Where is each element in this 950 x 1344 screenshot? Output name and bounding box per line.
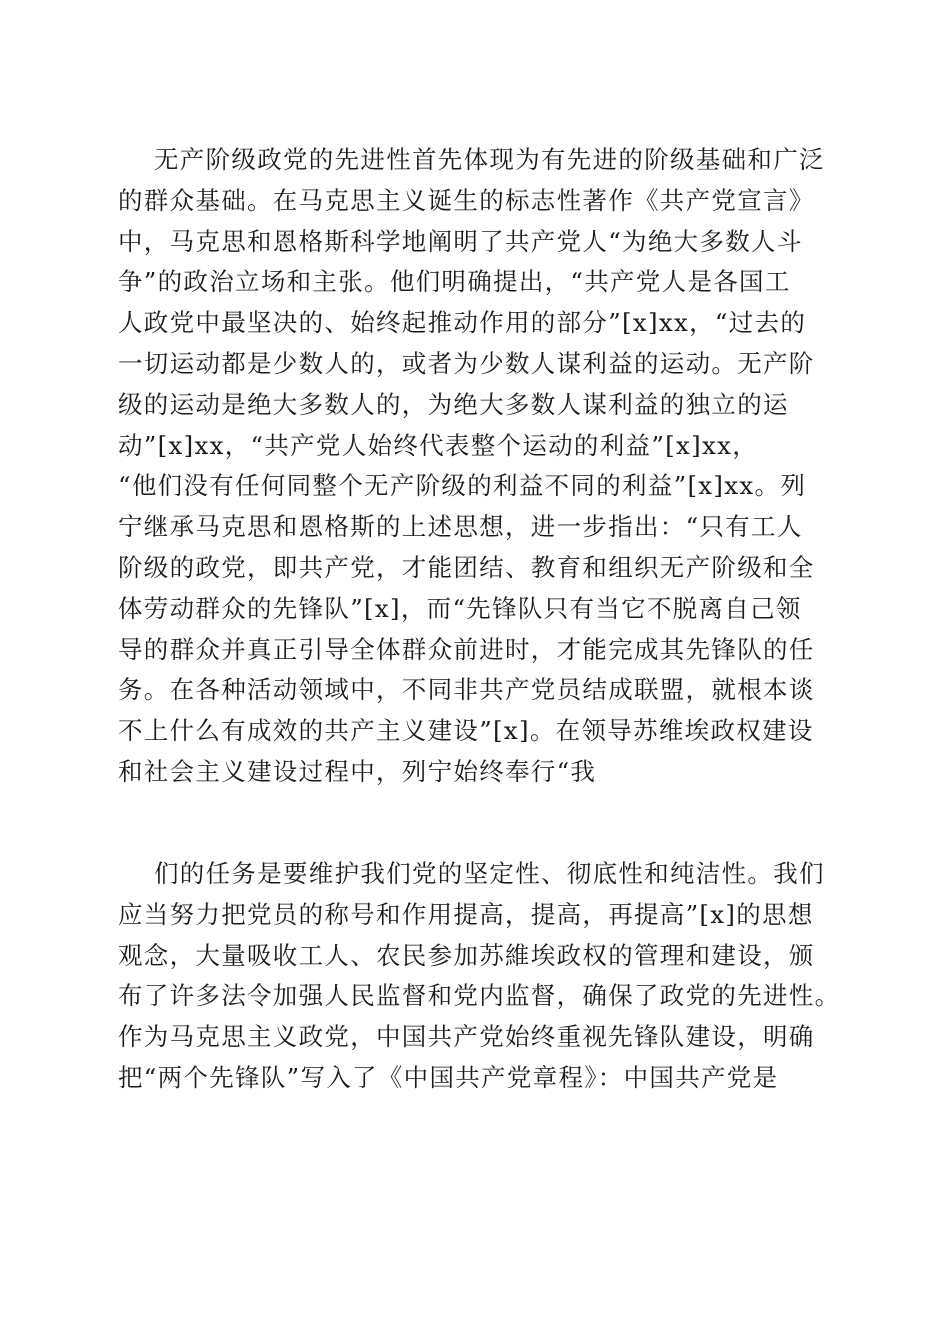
paragraph-2-line-2: 应当努力把党员的称号和作用提高，提高，再提高”[x]的思想: [118, 899, 814, 929]
paragraph-1-line-13: 导的群众并真正引导全体群众前进时，才能完成其先锋队的任: [118, 634, 815, 664]
paragraph-1-line-2: 的群众基础。在马克思主义诞生的标志性著作《共产党宣言》: [118, 185, 815, 215]
paragraph-1: [118, 140, 848, 793]
paragraph-1-line-9: “他们没有任何同整个无产阶级的利益不同的利益”[x]xx。列: [118, 471, 807, 501]
paragraph-1-line-16: 和社会主义建设过程中，列宁始终奉行“我: [118, 756, 597, 786]
paragraph-2-line-6: 把“两个先锋队”写入了《中国共产党章程》：中国共产党是: [118, 1062, 779, 1092]
paragraph-1-line-10: 宁继承马克思和恩格斯的上述思想，进一步指出：“只有工人: [118, 512, 803, 542]
paragraph-2-line-3: 观念，大量吸收工人、农民参加苏維埃政权的管理和建设，颁: [118, 940, 815, 970]
paragraph-1-line-12: 体劳动群众的先锋队”[x]，而“先锋队只有当它不脱离自己领: [118, 593, 802, 623]
paragraph-1-line-1: 无产阶级政党的先进性首先体现为有先进的阶级基础和广泛: [154, 145, 825, 174]
paragraph-2-line-4: 布了许多法令加强人民监督和党内监督，确保了政党的先进性。: [118, 981, 841, 1011]
paragraph-2-line-5: 作为马克思主义政党，中国共产党始终重视先锋队建设，明确: [118, 1022, 815, 1052]
paragraph-1-line-15: 不上什么有成效的共产主义建设”[x]。在领导苏维埃政权建设: [118, 716, 814, 746]
paragraph-2-line-1: 们的任务是要维护我们党的坚定性、彻底性和纯洁性。我们: [154, 859, 825, 888]
paragraph-1-line-14: 务。在各种活动领域中，不同非共产党员结成联盟，就根本谈: [118, 675, 815, 705]
paragraph-1-line-5: 人政党中最坚决的、始终起推动作用的部分”[x]xx，“过去的: [118, 308, 807, 338]
paragraph-1-line-11: 阶级的政党，即共产党，才能团结、教育和组织无产阶级和全: [118, 552, 815, 582]
paragraph-1-line-4: 争”的政治立场和主张。他们明确提出，“共产党人是各国工: [118, 267, 791, 297]
paragraph-1-line-6: 一切运动都是少数人的，或者为少数人谋利益的运动。无产阶: [118, 348, 815, 378]
paragraph-1-line-3: 中，马克思和恩格斯科学地阐明了共产党人“为绝大多数人斗: [118, 226, 803, 256]
paragraph-2: [118, 854, 848, 1099]
paragraph-1-line-7: 级的运动是绝大多数人的，为绝大多数人谋利益的独立的运: [118, 389, 789, 419]
paragraph-1-line-8: 动”[x]xx，“共产党人始终代表整个运动的利益”[x]xx，: [118, 430, 759, 460]
